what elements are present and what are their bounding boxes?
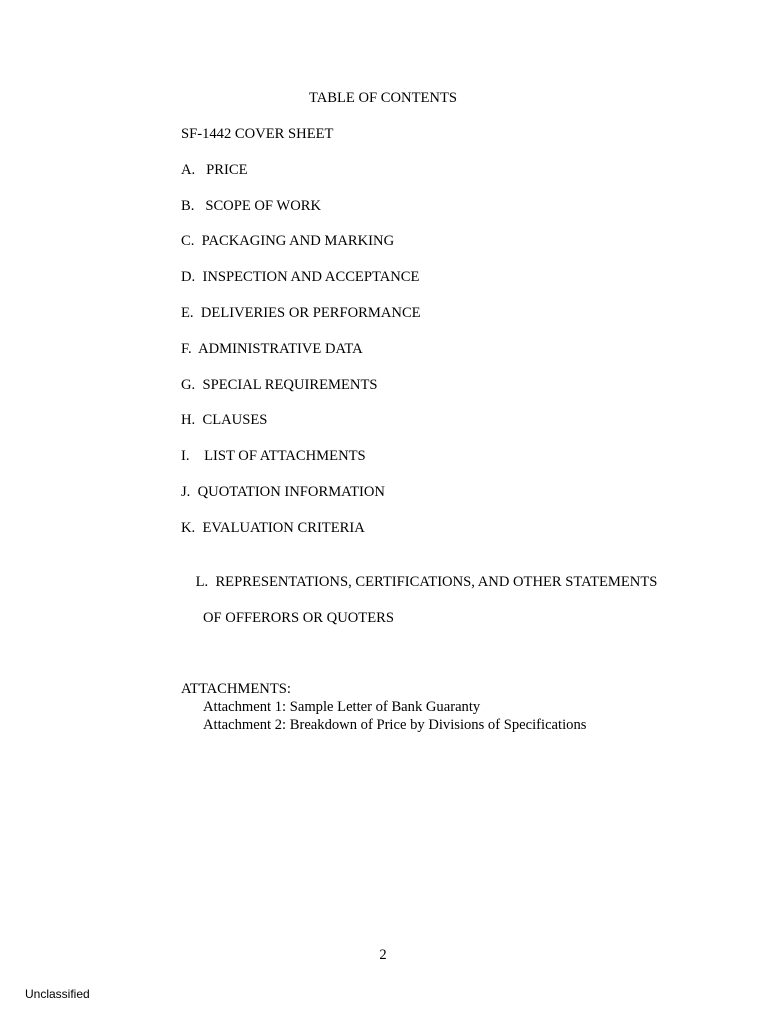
toc-item-l [181,555,741,663]
toc-item-f: F. ADMINISTRATIVE DATA [181,340,363,357]
toc-item-c: C. PACKAGING AND MARKING [181,233,395,250]
toc-item-l-continuation: OF OFFERORS OR QUOTERS [203,609,394,626]
page-number: 2 [379,947,387,963]
toc-item-e: E. DELIVERIES OR PERFORMANCE [181,304,421,321]
attachment-item: Attachment 2: Breakdown of Price by Divisions of Specifications [203,717,587,734]
toc-item-l-label: L. REPRESENTATIONS, CERTIFICATIONS, AND OTHER STATEMENTS [195,573,658,590]
attachment-item: Attachment 1: Sample Letter of Bank Guaranty [203,699,481,716]
toc-item-i: I. LIST OF ATTACHMENTS [181,448,366,465]
toc-item-b: B. SCOPE OF WORK [181,197,322,214]
toc-list [181,125,741,734]
toc-item-h: H. CLAUSES [181,412,268,429]
toc-item-cover-sheet: SF-1442 COVER SHEET [181,126,334,142]
toc-item-a: A. PRICE [181,161,248,178]
classification-footer: Unclassified [25,987,90,1001]
page-title: TABLE OF CONTENTS [308,90,457,106]
attachments-heading: ATTACHMENTS: [181,681,291,698]
toc-item-g: G. SPECIAL REQUIREMENTS [181,376,378,393]
toc-item-k: K. EVALUATION CRITERIA [181,519,365,536]
toc-item-j: J. QUOTATION INFORMATION [181,483,385,500]
toc-item-d: D. INSPECTION AND ACCEPTANCE [181,269,420,286]
